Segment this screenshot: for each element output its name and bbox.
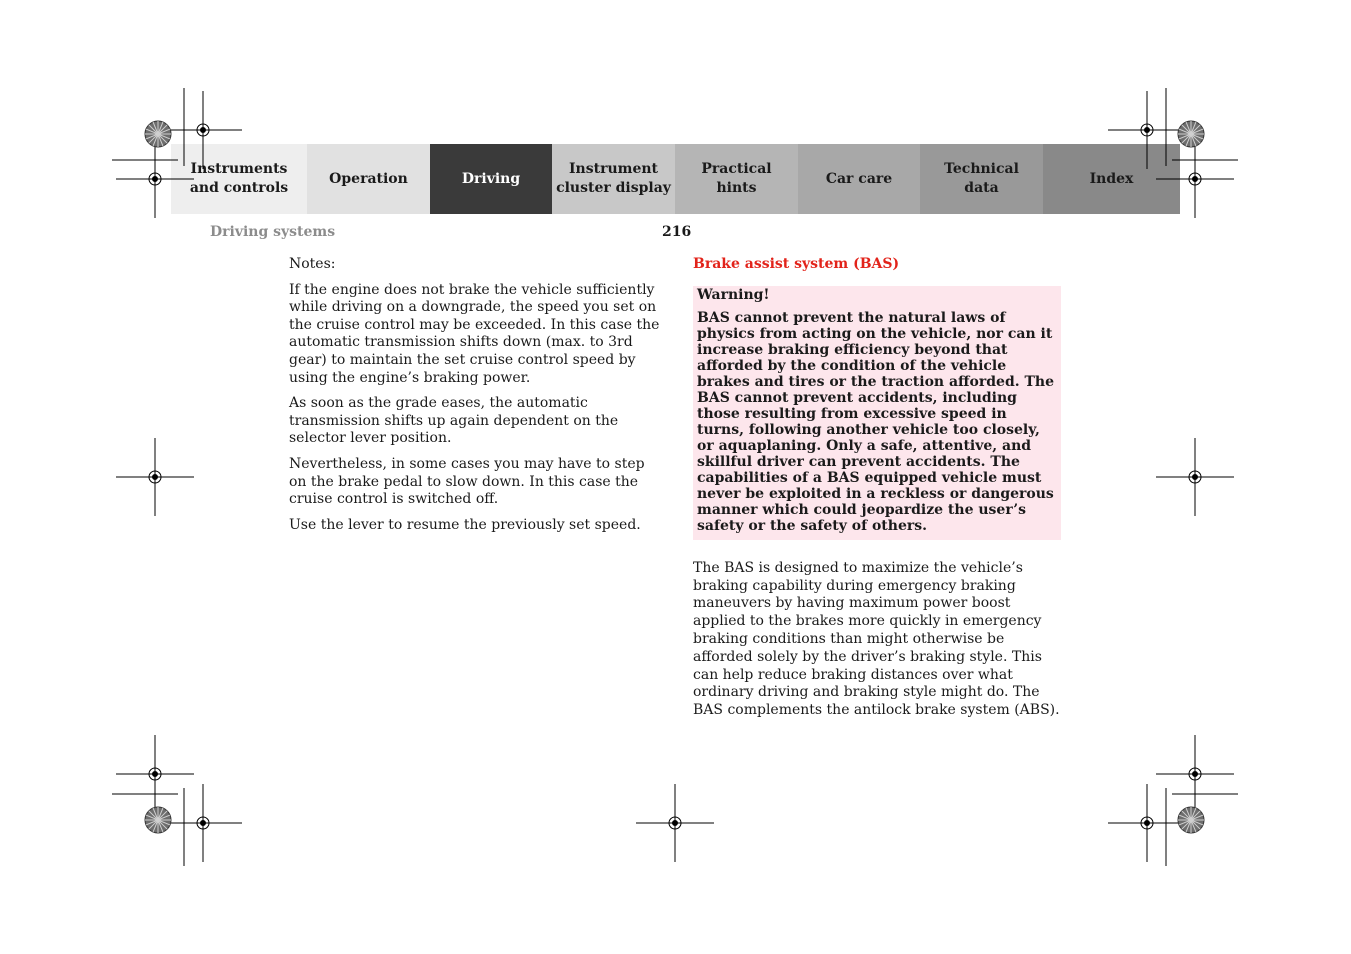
right-column [693,256,1061,720]
tab-label: Technical data [944,161,1019,196]
notes-label: Notes: [289,256,336,272]
rosette-mark [145,807,171,833]
page-number: 216 [662,224,692,240]
tab-label: Operation [329,170,408,187]
tab-label: Car care [825,170,893,187]
warning-box [693,286,1061,540]
tab-label: Practical hints [701,161,772,196]
rosette-mark [145,121,171,147]
tab-driving[interactable] [430,144,552,214]
crosshair-mark [1156,735,1234,813]
left-column [289,256,661,542]
tab-car-care[interactable] [798,144,920,214]
paragraph: Use the lever to resume the previously set speed. [289,516,641,533]
section-heading: Brake assist system (BAS) [693,256,900,272]
paragraph: If the engine does not brake the vehicle sufficiently while driving on a downgrade, the speed you set on the cruise control may be exceeded. In this case the automatic transmission shifts down (max. to 3rd gear) to maintain the set cruise control speed by using the engine’s braking power. [289,281,660,386]
tab-label: Driving [461,170,521,187]
tab-label: Index [1089,170,1134,187]
paragraph: The BAS is designed to maximize the vehicle’s braking capability during emergency braking maneuvers by having maximum power boost applied to the brakes more quickly in emergency braking conditions than might otherwise be afforded solely by the driver’s braking style. This can help reduce braking distances over what ordinary driving and braking style might do. The BAS complements the antilock brake system (ABS). [693,559,1060,719]
tab-instruments-and-controls[interactable] [171,144,307,214]
paragraph: Nevertheless, in some cases you may have to step on the brake pedal to slow down. In this case the cruise control is switched off. [289,455,645,508]
tab-practical-hints[interactable] [675,144,798,214]
tab-label: Instrument cluster display [556,161,671,196]
crosshair-mark [164,784,242,862]
tab-technical-data[interactable] [920,144,1043,214]
crosshair-mark [1156,438,1234,516]
crosshair-mark [116,735,194,813]
tab-operation[interactable] [307,144,430,214]
tab-instrument-cluster-display[interactable] [552,144,675,214]
section-title: Driving systems [210,224,336,240]
chapter-tabs [171,144,1180,214]
tab-index[interactable] [1043,144,1180,214]
paragraph: As soon as the grade eases, the automatic transmission shifts up again dependent on the selector lever position. [289,395,619,447]
warning-title: Warning! [697,286,770,303]
rosette-mark [1178,807,1204,833]
crosshair-mark [1108,784,1186,862]
crosshair-mark [636,784,714,862]
crosshair-mark [116,438,194,516]
tab-label: Instruments and controls [189,161,289,196]
warning-body: BAS cannot prevent the natural laws of physics from acting on the vehicle, nor can it increase braking efficiency beyond that afforded by the condition of the vehicle brakes and tires or the traction afforded. The BAS cannot prevent accidents, including those resulting from excessive speed in turns, following another vehicle too closely, or aquaplaning. Only a safe, attentive, and skillful driver can prevent accidents. The capabilities of a BAS equipped vehicle must never be exploited in a reckless or dangerous manner which could jeopardize the user’s safety or the safety of others. [697,309,1054,534]
rosette-mark [1178,121,1204,147]
